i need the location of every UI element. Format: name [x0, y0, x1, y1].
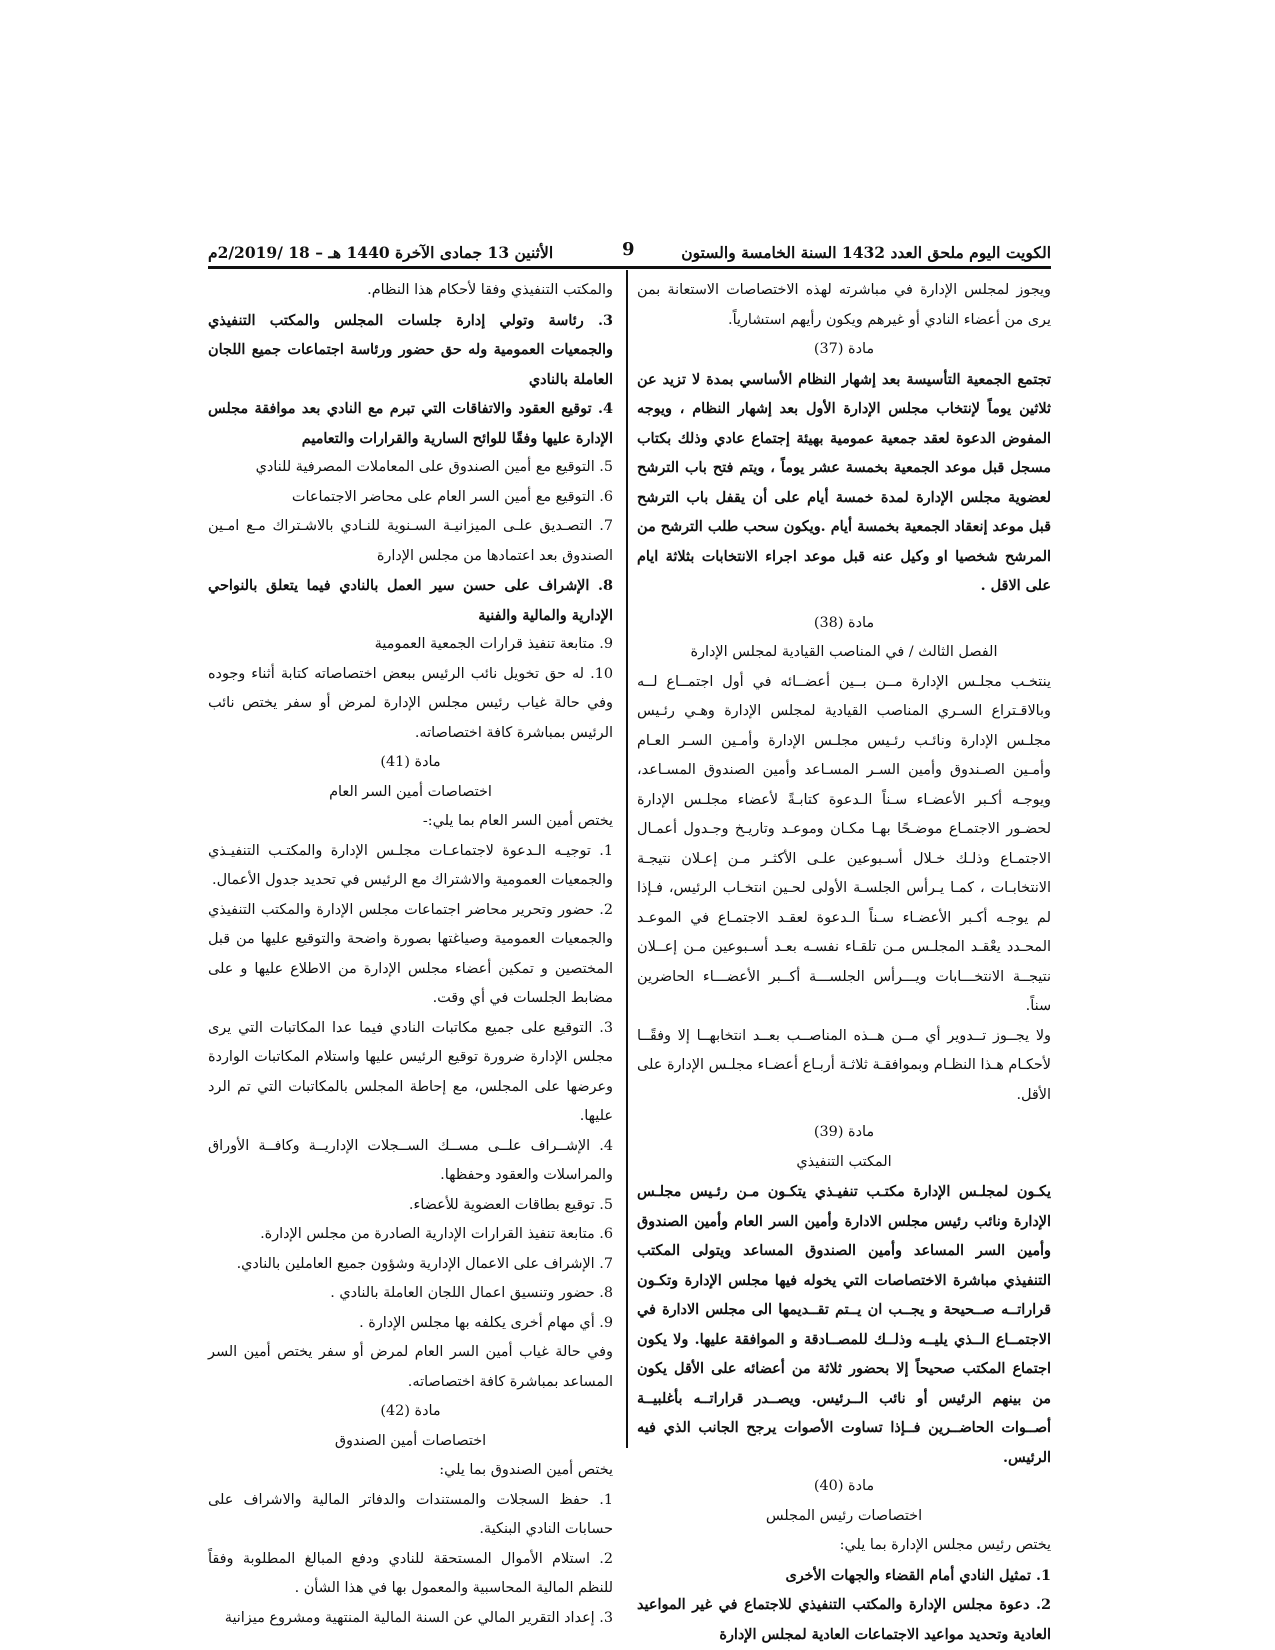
paragraph-gap	[637, 1110, 1051, 1118]
paragraph: 8. الإشراف على حسن سير العمل بالنادي فيما يتعلق بالنواحي الإدارية والمالية والفنية	[208, 577, 613, 624]
page-number: 9	[622, 239, 635, 260]
paragraph: 3. إعداد التقرير المالي عن السنة المالية المنتهية ومشروع ميزانية	[224, 1609, 613, 1626]
paragraph: 5. التوقيع مع أمين الصندوق على المعاملات المصرفية للنادي	[255, 459, 613, 475]
paragraph: 7. الإشراف على الاعمال الإدارية وشؤون جميع العاملين بالنادي.	[236, 1255, 613, 1272]
article-heading: الفصل الثالث / في المناصب القيادية لمجلس الإدارة	[690, 644, 998, 660]
right-column	[637, 276, 1051, 1643]
article-heading: مادة (39)	[813, 1124, 875, 1140]
publication-title: الكويت اليوم ملحق العدد 1432 السنة الخامسة والستون	[681, 242, 1051, 262]
paragraph: 3. رئاسة وتولي إدارة جلسات المجلس والمكتب التنفيذي والجمعيات العمومية وله حق حضور ورئاسة اجتماعات جميع اللجان العاملة بالنادي	[208, 311, 613, 388]
paragraph: 4. الإشــراف علــى مســك الســجلات الإداريــة وكافــة الأوراق والمراسلات والعقود وحفظها.	[208, 1137, 613, 1183]
paragraph: وفي حالة غياب أمين السر العام لمرض أو سفر يختص أمين السر المساعد بمباشرة كافة اختصاصاته.	[208, 1344, 613, 1390]
paragraph: 5. توقيع بطاقات العضوية للأعضاء.	[408, 1196, 613, 1213]
paragraph: 6. التوقيع مع أمين السر العام على محاضر الاجتماعات	[291, 488, 613, 505]
article-heading: مادة (41)	[380, 754, 441, 770]
article-heading: مادة (40)	[813, 1478, 875, 1494]
paragraph: 2. استلام الأموال المستحقة للنادي ودفع المبالغ المطلوبة وفقاً للنظم المالية المحاسبية والمعمول بها في هذا الشأن .	[208, 1550, 613, 1596]
paragraph: والمكتب التنفيذي وفقا لأحكام هذا النظام.	[367, 282, 613, 298]
article-heading: اختصاصات رئيس المجلس	[765, 1507, 923, 1524]
paragraph: 3. التوقيع على جميع مكاتبات النادي فيما عدا المكاتبات التي يرى مجلس الإدارة ضرورة توقيع الرئيس عليها واستلام المكاتبات الواردة وعرضها على المجلس، مع إحاطة المجلس بالمكاتبات التي تم الرد عليها.	[208, 1019, 613, 1124]
paragraph: ينتخـب مجلـس الإدارة مــن بــين أعضــائه في أول اجتمــاع لــه وبالاقـتراع السـري المناصب القيادية لمجلس الإدارة وهـي رئـيس مجلـس الإدارة ونائـب رئـيس مجلـس الإدارة وأمـين السـر العـام وأمـين الصـندوق وأمين السـر المسـاعد وأمين الصندوق المسـاعد، ويوجـه أكـبر الأعضـاء سـناً الـدعوة كتابـةً لأعضاء مجلـس الإدارة لحضـور الاجتمـاع موضـحًا بهـا مكـان وموعـد وتاريـخ وجـدول أعمـال الاجتمـاع وذلـك خـلال أسـبوعين علـى الأكثـر مـن إعـلان نتيجـة الانتخابـات ، كمـا يـرأس الجلسـة الأولى لحـين انتخـاب الرئيس، فـإذا لم يوجـه أكـبر الأعضـاء سـناً الـدعوة لعقـد الاجتمـاع في الموعـد المحـدد يعْقـد المجلـس مـن تلقـاء نفسـه بعـد أسـبوعين مـن إعــلان نتيجــة الانتخـــابات ويـــرأس الجلســـة أكــبر الأعضـــاء الحاضرين سناً.	[637, 673, 1051, 1014]
article-heading: مادة (37)	[813, 341, 875, 357]
issue-date: الأثنين 13 جمادى الآخرة 1440 هـ – 18 /2/2019م	[208, 242, 554, 262]
article-heading: المكتب التنفيذي	[796, 1153, 892, 1170]
page-header	[208, 237, 1051, 267]
header-rule	[208, 266, 1051, 269]
paragraph: ويجوز لمجلس الإدارة في مباشرته لهذه الاختصاصات الاستعانة بمن يرى من أعضاء النادي أو غيرهم ويكون رأيهم استشارياً.	[637, 282, 1051, 328]
article-heading: اختصاصات أمين الصندوق	[334, 1432, 487, 1449]
column-divider	[626, 270, 628, 1448]
paragraph: 10. له حق تخويل نائب الرئيس ببعض اختصاصاته كتابة أثناء وجوده وفي حالة غياب رئيس مجلس الإدارة لمرض أو سفر يختص نائب الرئيس بمباشرة كافة اختصاصاته.	[208, 665, 613, 741]
paragraph: 1. تمثيل النادي أمام القضاء والجهات الأخرى	[785, 1566, 1051, 1584]
paragraph: 7. التصـديق علـى الميزانيـة السـنوية للنـادي بالاشـتراك مـع امـين الصندوق بعد اعتمادها من مجلس الإدارة	[208, 518, 613, 564]
article-heading: اختصاصات أمين السر العام	[329, 783, 492, 800]
paragraph: تجتمع الجمعية التأسيسة بعد إشهار النظام الأساسي بمدة لا تزيد عن ثلاثين يوماً لإنتخاب مجلس الإدارة الأول بعد إشهار النظام ، ويوجه المفوض الدعوة لعقد جمعية عمومية بهيئة إجتماع عادي وذلك بكتاب مسجل قبل موعد الجمعية بخمسة عشر يوماً ، ويتم فتح باب الترشح لعضوية مجلس الإدارة لمدة خمسة أيام على أن يقفل باب الترشح قبل موعد إنعقاد الجمعية بخمسة أيام .ويكون سحب طلب الترشح من المرشح شخصيا او وكيل عنه قبل موعد اجراء الانتخابات بثلاثة ايام على الاقل .	[637, 370, 1051, 594]
article-heading: مادة (42)	[380, 1403, 441, 1419]
paragraph: يختص رئيس مجلس الإدارة بما يلي:	[839, 1537, 1051, 1553]
left-column	[208, 276, 613, 1626]
paragraph: 9. متابعة تنفيذ قرارات الجمعية العمومية	[374, 636, 613, 652]
paragraph: يختص أمين الصندوق بما يلي:	[439, 1462, 613, 1478]
paragraph: 1. توجيـه الـدعوة لاجتماعـات مجلـس الإدارة والمكتـب التنفيـذي والجمعيات العمومية والاشتراك مع الرئيس في تحديد جدول الأعمال.	[208, 842, 613, 888]
paragraph: 2. حضور وتحرير محاضر اجتماعات مجلس الإدارة والمكتب التنفيذي والجمعيات العمومية وصياغتها بصورة واضحة والتوقيع عليها من قبل المختصين و تمكين أعضاء مجلس الإدارة من الاطلاع عليها و على مضابط الجلسات في أي وقت.	[208, 901, 613, 1006]
paragraph: 1. حفظ السجلات والمستندات والدفاتر المالية والاشراف على حسابات النادي البنكية.	[208, 1491, 613, 1537]
paragraph: ولا يجــوز تــدوير أي مــن هــذه المناصــب بعــد انتخابهــا إلا وفقًــا لأحكـام هـذا النظـام وبموافقـة ثلاثـة أربـاع أعضـاء مجلـس الإدارة على الأقل.	[637, 1027, 1051, 1103]
paragraph: يكـون لمجلـس الإدارة مكتـب تنفيـذي يتكـون مـن رئـيس مجلـس الإدارة ونائب رئيس مجلس الادارة وأمين السر العام وأمين الصندوق وأمين السر المساعد وأمين الصندوق المساعد ويتولى المكتب التنفيذي مباشرة الاختصاصات التي يخوله فيها مجلس الإدارة وتكـون قراراتــه صــحيحة و يجــب ان يــتم تقــديمها الى مجلس الادارة في الاجتمــاع الــذي يليــه وذلــك للمصــادقة و الموافقة عليها. ولا يكون اجتماع المكتب صحيحاً إلا بحضور ثلاثة من أعضائه على الأقل يكون من بينهم الرئيس أو نائب الــرئيس. ويصــدر قراراتــه بأغلبيــة أصــوات الحاضــرين فــإذا تساوت الأصوات يرجح الجانب الذي فيه الرئيس.	[637, 1183, 1051, 1466]
paragraph: 6. متابعة تنفيذ القرارات الإدارية الصادرة من مجلس الإدارة.	[260, 1226, 613, 1242]
paragraph: 4. توقيع العقود والاتفاقات التي تبرم مع النادي بعد موافقة مجلس الإدارة عليها وفقًا للوائح السارية والقرارات والتعاميم	[208, 400, 613, 447]
paragraph: 9. أي مهام أخرى يكلفه بها مجلس الإدارة .	[359, 1314, 613, 1331]
paragraph-gap	[637, 601, 1051, 609]
paragraph: يختص أمين السر العام بما يلي:-	[422, 813, 613, 829]
paragraph: 2. دعوة مجلس الإدارة والمكتب التنفيذي للاجتماع في غير المواعيد العادية وتحديد مواعيد الاجتماعات العادية لمجلس الإدارة	[637, 1596, 1051, 1643]
paragraph: 8. حضور وتنسيق اعمال اللجان العاملة بالنادي .	[330, 1285, 613, 1301]
article-heading: مادة (38)	[813, 614, 875, 631]
